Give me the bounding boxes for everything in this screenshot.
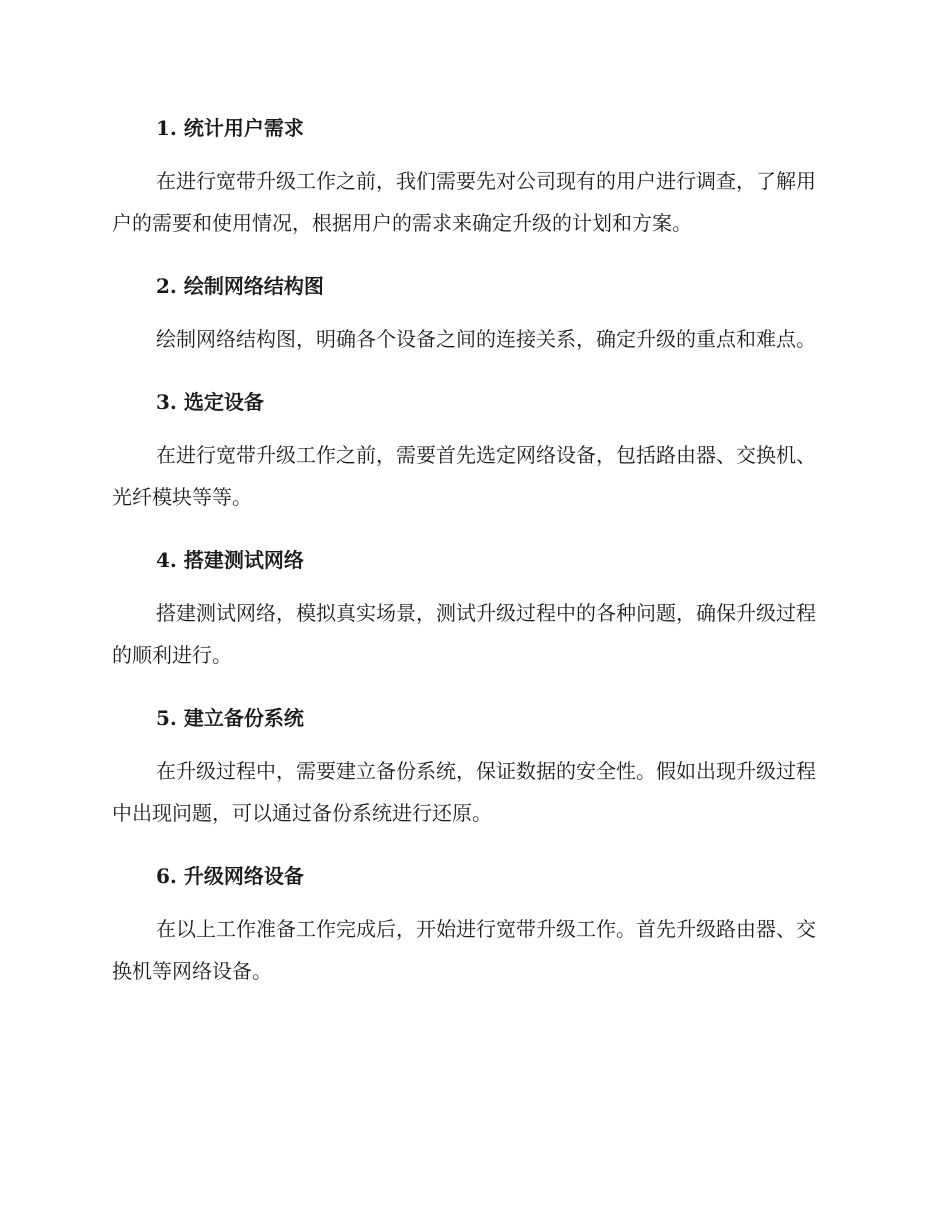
section-paragraph: 在升级过程中，需要建立备份系统，保证数据的安全性。假如出现升级过程中出现问题，可以通过备份系统进行还原。 — [112, 759, 816, 825]
section-5 — [112, 698, 832, 834]
section-4 — [112, 540, 832, 676]
section-heading: 2. 绘制网络结构图 — [156, 274, 324, 298]
section-paragraph: 搭建测试网络，模拟真实场景，测试升级过程中的各种问题，确保升级过程的顺利进行。 — [112, 601, 816, 667]
section-2 — [112, 266, 832, 360]
section-paragraph: 在进行宽带升级工作之前，我们需要先对公司现有的用户进行调查，了解用户的需要和使用情况，根据用户的需求来确定升级的计划和方案。 — [112, 169, 816, 235]
section-heading: 5. 建立备份系统 — [156, 706, 304, 730]
section-heading: 6. 升级网络设备 — [156, 864, 304, 888]
section-heading: 3. 选定设备 — [156, 390, 264, 414]
section-paragraph: 绘制网络结构图，明确各个设备之间的连接关系，确定升级的重点和难点。 — [156, 327, 816, 351]
section-paragraph: 在进行宽带升级工作之前，需要首先选定网络设备，包括路由器、交换机、光纤模块等等。 — [112, 443, 816, 509]
document-page — [112, 108, 832, 1014]
section-heading: 1. 统计用户需求 — [156, 116, 304, 140]
section-paragraph: 在以上工作准备工作完成后，开始进行宽带升级工作。首先升级路由器、交换机等网络设备。 — [112, 917, 816, 983]
section-1 — [112, 108, 832, 244]
section-3 — [112, 382, 832, 518]
section-heading: 4. 搭建测试网络 — [156, 548, 304, 572]
section-6 — [112, 856, 832, 992]
